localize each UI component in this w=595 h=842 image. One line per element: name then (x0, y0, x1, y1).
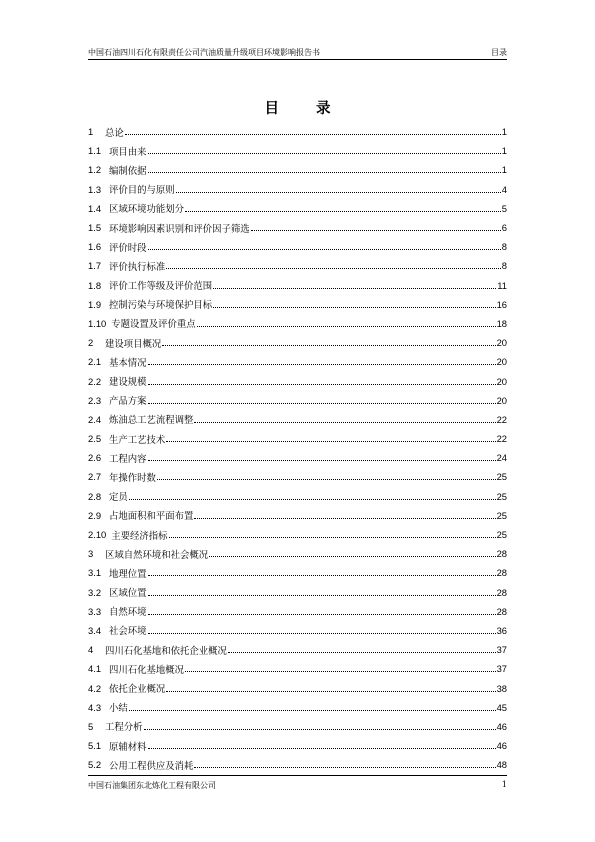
toc-entry-title: 年操作时数 (109, 472, 156, 484)
toc-entry[interactable] (88, 544, 507, 563)
toc-entry[interactable] (88, 717, 507, 736)
toc-entry-page: 1 (501, 126, 507, 138)
toc-entry-title: 公用工程供应及消耗 (109, 760, 194, 772)
toc-entry-title: 评价目的与原则 (109, 185, 175, 197)
header-divider (88, 59, 507, 60)
toc-entry-title: 占地面积和平面布置 (109, 511, 194, 523)
toc-entry[interactable] (88, 314, 507, 333)
toc-entry[interactable] (88, 621, 507, 640)
toc-entry-page: 25 (496, 529, 507, 541)
toc-entry-number: 2.9 (88, 509, 102, 521)
toc-dot-leader (148, 249, 501, 250)
toc-entry-number: 1.6 (88, 241, 102, 253)
toc-entry-page: 36 (496, 624, 507, 636)
toc-entry-number: 5 (88, 720, 94, 732)
toc-entry-page: 11 (497, 279, 507, 291)
toc-entry-page: 6 (501, 222, 507, 234)
toc-entry-number: 4.3 (88, 701, 102, 713)
toc-entry-title: 产品方案 (109, 396, 147, 408)
toc-entry-number: 2.5 (88, 433, 102, 445)
toc-entry-title: 社会环境 (109, 626, 147, 638)
toc-dot-leader (148, 614, 496, 615)
toc-entry[interactable] (88, 678, 507, 697)
toc-dot-leader (169, 537, 496, 538)
toc-entry-title: 工程内容 (109, 453, 147, 465)
toc-entry-title: 评价工作等级及评价范围 (109, 281, 213, 293)
toc-entry-number: 2.7 (88, 471, 102, 483)
toc-dot-leader (209, 556, 495, 557)
toc-entry-title: 原辅材料 (109, 741, 147, 753)
toc-entry-page: 46 (496, 740, 507, 752)
toc-dot-leader (148, 403, 496, 404)
toc-dot-leader (166, 268, 501, 269)
toc-dot-leader (228, 652, 496, 653)
toc-entry-title: 定员 (109, 492, 128, 504)
toc-entry-number: 3 (88, 548, 94, 560)
toc-dot-leader (148, 575, 496, 576)
toc-dot-leader (176, 192, 501, 193)
toc-entry-number: 3.1 (88, 567, 102, 579)
toc-entry[interactable] (88, 199, 507, 218)
toc-entry-page: 22 (496, 413, 507, 425)
toc-entry-page: 25 (496, 490, 507, 502)
toc-dot-leader (148, 364, 496, 365)
toc-entry[interactable] (88, 276, 507, 295)
toc-entry[interactable] (88, 506, 507, 525)
toc-title: 目 录 (264, 100, 347, 117)
toc-dot-leader (157, 479, 496, 480)
toc-entry[interactable] (88, 448, 507, 467)
toc-entry-number: 1.8 (88, 279, 102, 291)
toc-entry[interactable] (88, 602, 507, 621)
toc-entry-title: 生产工艺技术 (109, 434, 166, 446)
toc-dot-leader (213, 307, 495, 308)
toc-entry[interactable] (88, 180, 507, 199)
toc-entry[interactable] (88, 237, 507, 256)
toc-entry-title: 控制污染与环境保护目标 (109, 300, 213, 312)
toc-entry-page: 20 (496, 356, 507, 368)
toc-entry[interactable] (88, 640, 507, 659)
toc-entry[interactable] (88, 218, 507, 237)
toc-entry-title: 总论 (105, 127, 124, 139)
toc-entry-number: 2.2 (88, 375, 102, 387)
toc-entry-title: 项目由来 (109, 146, 147, 158)
toc-entry-number: 5.2 (88, 759, 102, 771)
toc-dot-leader (148, 460, 496, 461)
toc-entry[interactable] (88, 371, 507, 390)
toc-dot-leader (148, 384, 496, 385)
toc-entry-page: 24 (496, 452, 507, 464)
toc-entry-number: 2.1 (88, 356, 102, 368)
toc-entry-number: 2.8 (88, 490, 102, 502)
toc-dot-leader (148, 633, 496, 634)
toc-entry[interactable] (88, 391, 507, 410)
toc-entry-number: 4 (88, 644, 94, 656)
page-header (88, 42, 507, 58)
toc-entry-number: 2.3 (88, 394, 102, 406)
toc-dot-leader (129, 710, 496, 711)
toc-entry[interactable] (88, 583, 507, 602)
toc-dot-leader (148, 748, 496, 749)
toc-dot-leader (166, 691, 495, 692)
toc-entry-title: 主要经济指标 (111, 530, 168, 542)
toc-dot-leader (185, 671, 496, 672)
toc-entry-title: 自然环境 (109, 607, 147, 619)
footer-company: 中国石油集团东北炼化工程有限公司 (88, 781, 216, 790)
toc-entry-page: 8 (501, 241, 507, 253)
toc-dot-leader (148, 172, 501, 173)
toc-entry-page: 37 (496, 663, 507, 675)
toc-entry-page: 22 (496, 433, 507, 445)
toc-entry-number: 1.5 (88, 222, 102, 234)
toc-entry-page: 18 (496, 317, 507, 329)
toc-entry-number: 3.2 (88, 586, 102, 598)
toc-entry-title: 区域位置 (109, 588, 147, 600)
toc-entry[interactable] (88, 755, 507, 774)
toc-entry-page: 1 (501, 145, 507, 157)
toc-dot-leader (162, 345, 495, 346)
toc-entry-number: 2.10 (88, 529, 107, 541)
toc-entry-title: 专题设置及评价重点 (111, 319, 196, 331)
toc-entry-title: 建设规模 (109, 377, 147, 389)
toc-entry-title: 工程分析 (105, 722, 143, 734)
toc-entry-number: 1.4 (88, 202, 102, 214)
toc-entry[interactable] (88, 141, 507, 160)
footer-divider (88, 775, 507, 776)
toc-entry-page: 20 (496, 375, 507, 387)
toc-entry[interactable] (88, 659, 507, 678)
toc-entry-page: 38 (496, 682, 507, 694)
toc-entry[interactable] (88, 256, 507, 275)
toc-entry-page: 45 (496, 701, 507, 713)
toc-entry-page: 37 (496, 644, 507, 656)
toc-entry-number: 4.2 (88, 682, 102, 694)
toc-entry-page: 46 (496, 720, 507, 732)
toc-entry-number: 1.7 (88, 260, 102, 272)
toc-entry-page: 48 (496, 759, 507, 771)
toc-entry[interactable] (88, 352, 507, 371)
toc-entry-page: 28 (496, 586, 507, 598)
toc-entry-page: 20 (496, 394, 507, 406)
toc-entry-number: 2.6 (88, 452, 102, 464)
table-of-contents (88, 122, 507, 774)
toc-entry-page: 28 (496, 567, 507, 579)
toc-entry-number: 1.1 (88, 145, 102, 157)
toc-entry-page: 5 (501, 202, 507, 214)
toc-entry-number: 5.1 (88, 740, 102, 752)
toc-entry-title: 炼油总工艺流程调整 (109, 415, 194, 427)
toc-entry[interactable] (88, 698, 507, 717)
toc-dot-leader (148, 153, 501, 154)
toc-entry-title: 小结 (109, 703, 128, 715)
toc-dot-leader (185, 211, 501, 212)
toc-entry-number: 2.4 (88, 413, 102, 425)
toc-entry[interactable] (88, 410, 507, 429)
toc-entry-page: 8 (501, 260, 507, 272)
toc-entry-title: 环境影响因素识别和评价因子筛选 (109, 223, 250, 235)
toc-entry[interactable] (88, 467, 507, 486)
toc-entry-title: 四川石化基地和依托企业概况 (105, 645, 227, 657)
toc-dot-leader (213, 288, 496, 289)
toc-entry-number: 3.4 (88, 624, 102, 636)
page-footer (88, 780, 507, 791)
toc-entry-page: 28 (496, 605, 507, 617)
toc-entry[interactable] (88, 736, 507, 755)
toc-entry-page: 25 (496, 471, 507, 483)
toc-entry-number: 1.2 (88, 164, 102, 176)
toc-entry-title: 评价执行标准 (109, 261, 166, 273)
header-title: 中国石油四川石化有限责任公司汽油质量升级项目环境影响报告书 (88, 48, 320, 57)
toc-entry-page: 25 (496, 509, 507, 521)
toc-entry[interactable] (88, 333, 507, 352)
toc-entry-title: 区域自然环境和社会概况 (105, 549, 209, 561)
toc-dot-leader (251, 230, 501, 231)
toc-entry[interactable] (88, 487, 507, 506)
toc-entry-page: 16 (496, 298, 507, 310)
toc-dot-leader (129, 499, 496, 500)
toc-entry-title: 依托企业概况 (109, 684, 166, 696)
toc-dot-leader (148, 595, 496, 596)
toc-entry-title: 四川石化基地概况 (109, 664, 185, 676)
toc-entry-number: 4.1 (88, 663, 102, 675)
toc-entry-title: 编制依据 (109, 165, 147, 177)
toc-entry-title: 评价时段 (109, 242, 147, 254)
toc-entry-number: 2 (88, 337, 94, 349)
toc-entry-number: 3.3 (88, 605, 102, 617)
toc-entry-number: 1.10 (88, 317, 107, 329)
toc-entry-title: 地理位置 (109, 568, 147, 580)
toc-entry-page: 4 (501, 183, 507, 195)
toc-dot-leader (125, 134, 501, 135)
toc-entry[interactable] (88, 295, 507, 314)
toc-entry[interactable] (88, 160, 507, 179)
toc-entry-title: 基本情况 (109, 357, 147, 369)
footer-page-number: 1 (501, 780, 507, 789)
toc-entry[interactable] (88, 122, 507, 141)
toc-entry-page: 28 (496, 548, 507, 560)
toc-entry-title: 建设项目概况 (105, 338, 162, 350)
toc-entry-page: 1 (501, 164, 507, 176)
toc-entry[interactable] (88, 563, 507, 582)
toc-dot-leader (194, 422, 495, 423)
toc-entry[interactable] (88, 429, 507, 448)
toc-entry-title: 区域环境功能划分 (109, 204, 185, 216)
toc-dot-leader (194, 767, 495, 768)
toc-entry[interactable] (88, 525, 507, 544)
toc-dot-leader (144, 729, 496, 730)
header-section: 目录 (491, 48, 507, 57)
toc-entry-number: 1.3 (88, 183, 102, 195)
toc-entry-page: 20 (496, 337, 507, 349)
toc-dot-leader (166, 441, 495, 442)
toc-entry-number: 1.9 (88, 298, 102, 310)
toc-dot-leader (194, 518, 495, 519)
toc-dot-leader (197, 326, 496, 327)
toc-entry-number: 1 (88, 126, 94, 138)
